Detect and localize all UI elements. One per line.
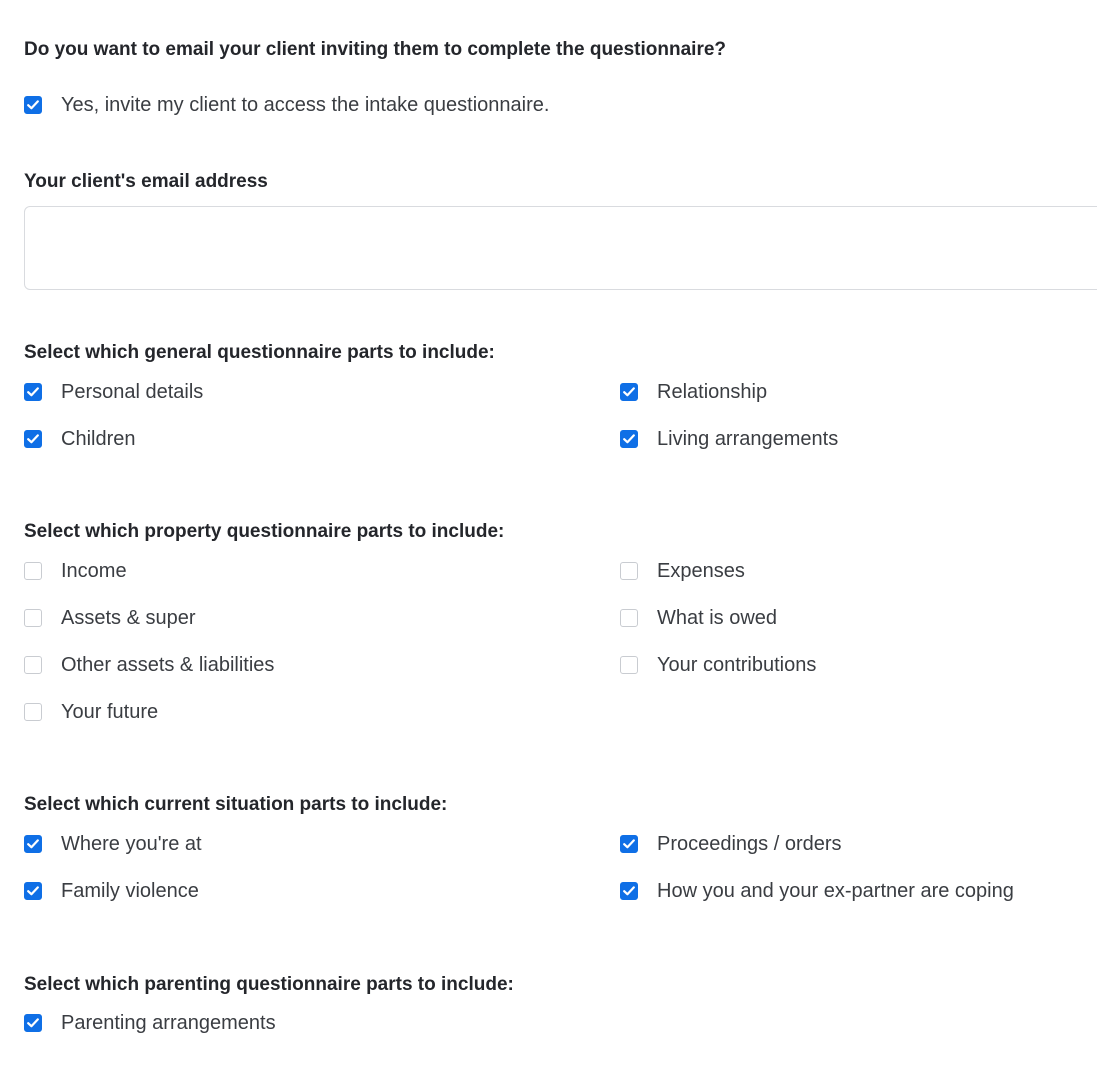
checkbox-box[interactable]	[24, 96, 42, 114]
property-option-assets-super[interactable]	[24, 604, 196, 632]
checkbox-label: Family violence	[61, 880, 199, 902]
checkbox-box[interactable]	[24, 882, 42, 900]
checkbox-label: Where you're at	[61, 833, 202, 855]
general-option-relationship[interactable]	[620, 378, 767, 406]
property-option-expenses[interactable]	[620, 557, 745, 585]
client-email-input[interactable]	[24, 206, 1097, 290]
checkmark-icon	[27, 387, 39, 397]
checkbox-box[interactable]	[24, 562, 42, 580]
situation-option-coping[interactable]	[620, 877, 1014, 905]
checkbox-label: Yes, invite my client to access the intake questionnaire.	[61, 94, 550, 116]
checkbox-box[interactable]	[24, 703, 42, 721]
email-heading: Your client's email address	[24, 171, 268, 192]
invite-client-checkbox[interactable]	[24, 91, 549, 119]
property-heading: Select which property questionnaire parts to include:	[24, 521, 505, 542]
checkmark-icon	[623, 886, 635, 896]
situation-option-family-violence[interactable]	[24, 877, 199, 905]
checkbox-box[interactable]	[24, 1014, 42, 1032]
parenting-heading: Select which parenting questionnaire parts to include:	[24, 974, 514, 995]
checkbox-label: Personal details	[61, 381, 204, 403]
checkbox-box[interactable]	[620, 609, 638, 627]
checkbox-label: Expenses	[657, 560, 745, 582]
checkbox-box[interactable]	[620, 562, 638, 580]
checkbox-label: Income	[61, 560, 127, 582]
checkbox-box[interactable]	[24, 430, 42, 448]
checkbox-label: Your future	[61, 701, 159, 723]
checkmark-icon	[27, 100, 39, 110]
property-option-other-assets-liabilities[interactable]	[24, 651, 274, 679]
parenting-option-arrangements[interactable]	[24, 1009, 276, 1037]
checkbox-label: Relationship	[657, 381, 768, 403]
property-option-what-is-owed[interactable]	[620, 604, 777, 632]
invite-heading: Do you want to email your client inviting them to complete the questionnaire?	[24, 39, 727, 60]
situation-option-where-youre-at[interactable]	[24, 830, 202, 858]
general-heading: Select which general questionnaire parts to include:	[24, 342, 495, 363]
checkbox-label: How you and your ex-partner are coping	[657, 880, 1014, 902]
checkbox-label: Your contributions	[657, 654, 817, 676]
checkmark-icon	[27, 886, 39, 896]
checkbox-label: Living arrangements	[657, 428, 839, 450]
checkbox-label: What is owed	[657, 607, 778, 629]
general-option-children[interactable]	[24, 425, 135, 453]
general-option-personal-details[interactable]	[24, 378, 203, 406]
checkbox-box[interactable]	[620, 656, 638, 674]
checkmark-icon	[623, 387, 635, 397]
checkbox-label: Proceedings / orders	[657, 833, 842, 855]
checkbox-box[interactable]	[24, 383, 42, 401]
checkbox-label: Children	[61, 428, 136, 450]
checkmark-icon	[27, 839, 39, 849]
checkmark-icon	[623, 839, 635, 849]
property-option-your-contributions[interactable]	[620, 651, 816, 679]
general-option-living-arrangements[interactable]	[620, 425, 838, 453]
checkmark-icon	[623, 434, 635, 444]
checkbox-label: Assets & super	[61, 607, 196, 629]
checkbox-box[interactable]	[620, 430, 638, 448]
checkbox-box[interactable]	[620, 882, 638, 900]
checkbox-box[interactable]	[24, 609, 42, 627]
checkbox-box[interactable]	[24, 656, 42, 674]
situation-option-proceedings-orders[interactable]	[620, 830, 842, 858]
checkbox-box[interactable]	[24, 835, 42, 853]
checkbox-label: Other assets & liabilities	[61, 654, 275, 676]
checkmark-icon	[27, 1018, 39, 1028]
checkbox-box[interactable]	[620, 835, 638, 853]
property-option-income[interactable]	[24, 557, 127, 585]
property-option-your-future[interactable]	[24, 698, 158, 726]
checkbox-box[interactable]	[620, 383, 638, 401]
checkmark-icon	[27, 434, 39, 444]
checkbox-label: Parenting arrangements	[61, 1012, 276, 1034]
situation-heading: Select which current situation parts to include:	[24, 794, 448, 815]
